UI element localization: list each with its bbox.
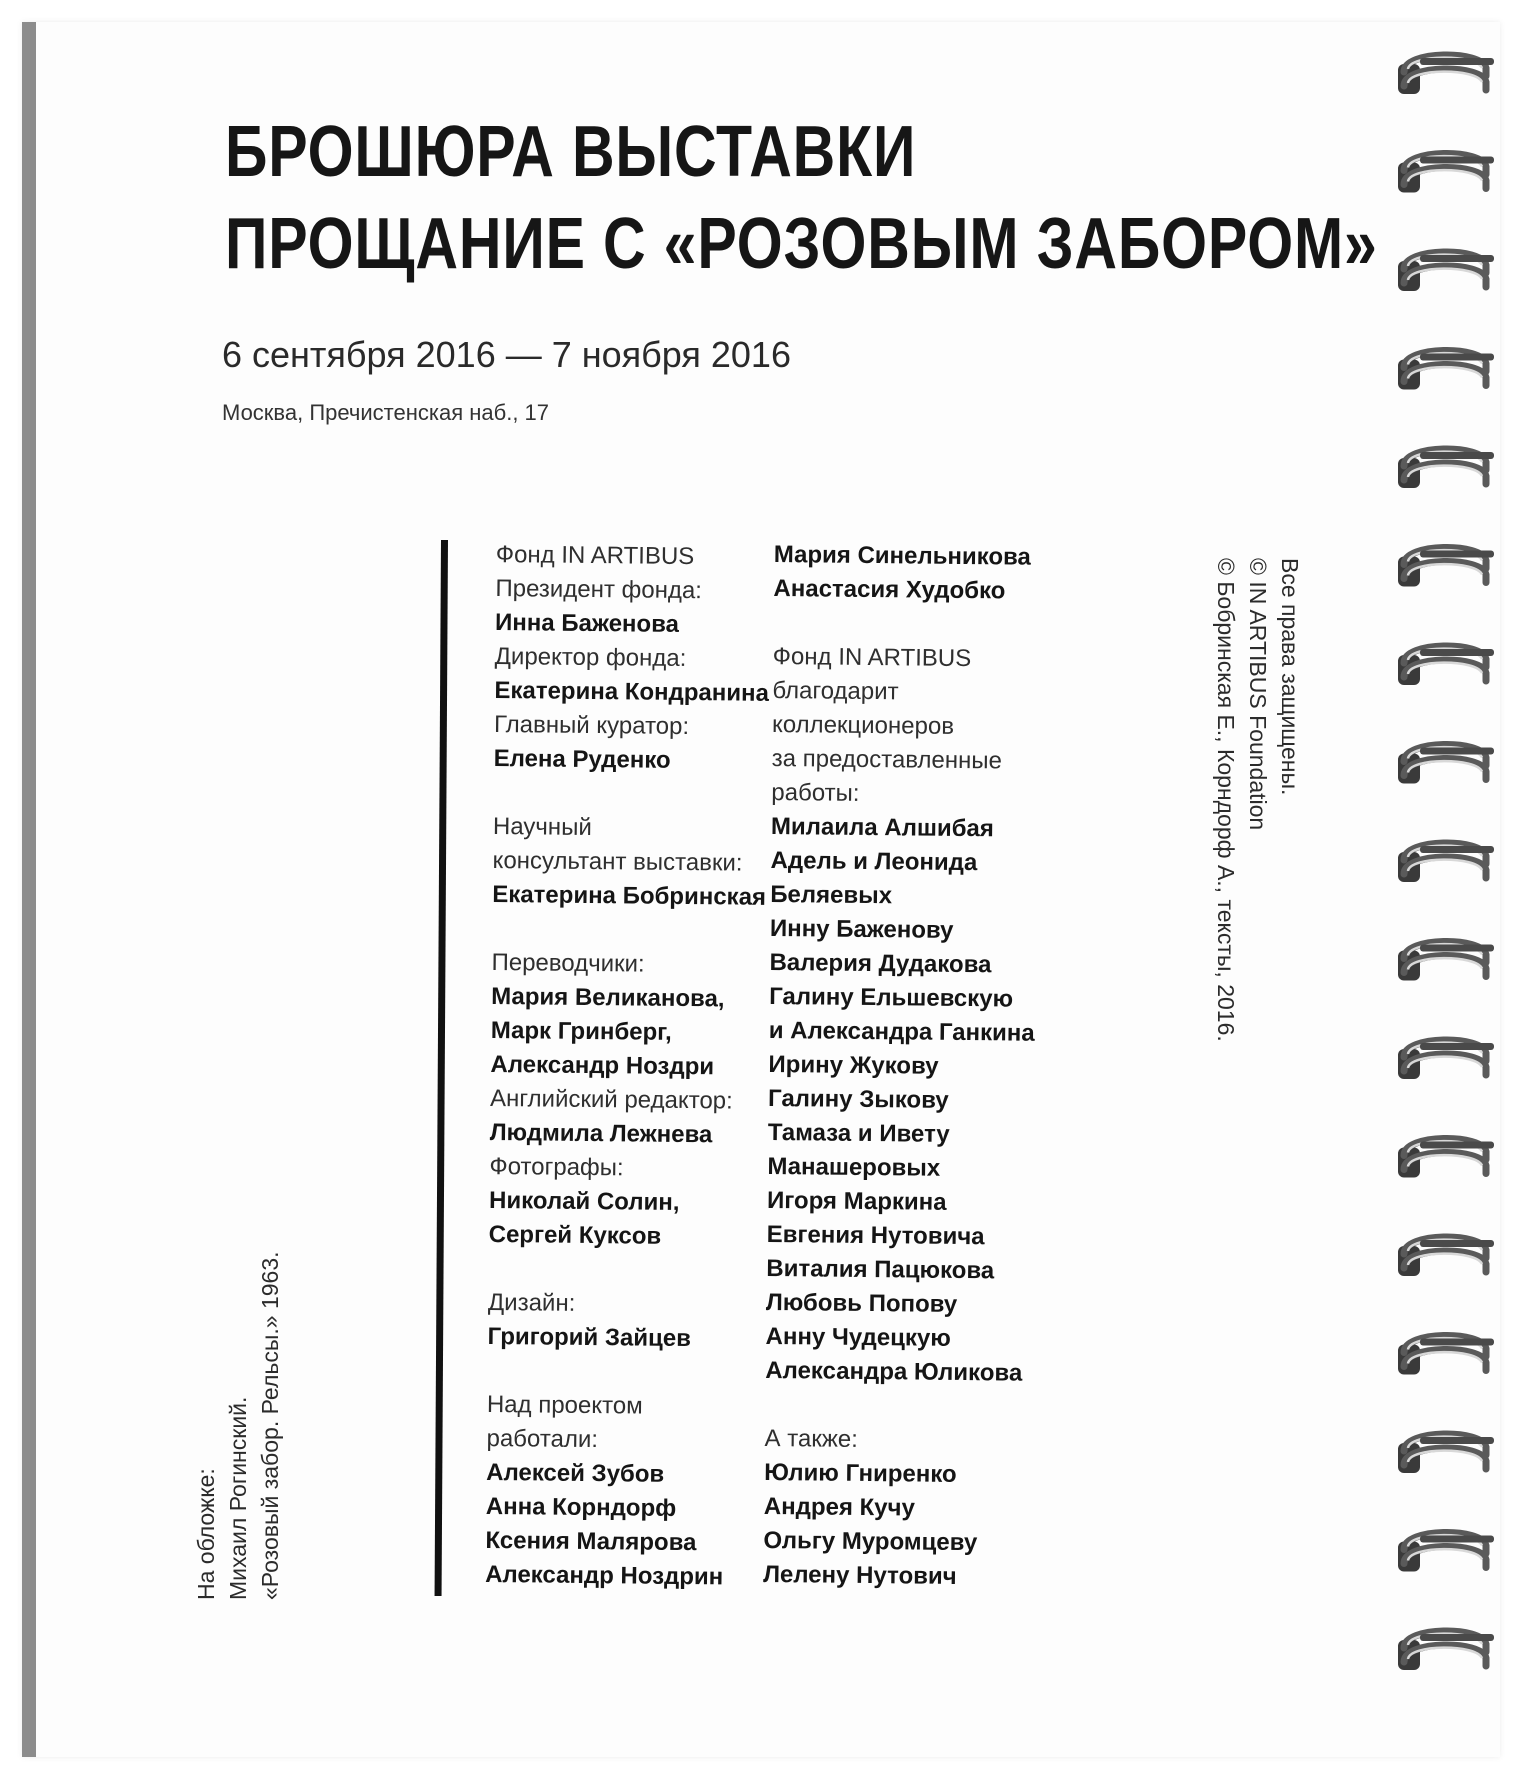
- credit-name: Ирину Жукову: [768, 1050, 939, 1080]
- credit-name: Галину Зыкову: [767, 1084, 949, 1114]
- credit-name: Игоря Маркина: [766, 1186, 947, 1216]
- spiral-ring: [1398, 1138, 1494, 1177]
- copyright-line: © Бобринская Е., Корндорф А., тексты, 2016.: [1213, 558, 1239, 1042]
- spiral-ring: [1398, 1237, 1494, 1276]
- credit-role: Президент фонда:: [495, 574, 703, 605]
- spiral-ring: [1398, 55, 1494, 94]
- exhibition-address: Москва, Пречистенская наб., 17: [222, 400, 550, 425]
- credit-role: Фотографы:: [489, 1152, 624, 1182]
- credit-name: Екатерина Бобринская: [492, 880, 767, 911]
- credit-name: Анна Корндорф: [485, 1492, 677, 1522]
- credit-name: Ольгу Муромцеву: [763, 1526, 978, 1557]
- credit-name: Инну Баженову: [769, 914, 954, 944]
- spacer: [492, 912, 767, 949]
- spacer: [773, 606, 1039, 643]
- credit-role: Научный: [492, 812, 592, 842]
- credit-name: Тамаза и Ивету: [767, 1118, 950, 1148]
- credit-name: Николай Солин,: [488, 1186, 680, 1216]
- credit-name: Виталия Пацюкова: [766, 1254, 995, 1285]
- spiral-ring: [1398, 350, 1494, 389]
- credit-name: и Александра Ганкина: [768, 1016, 1035, 1047]
- credit-name: Галину Ельшевскую: [769, 982, 1014, 1013]
- credit-role: работы:: [771, 778, 860, 807]
- credit-role: консультант выставки:: [492, 846, 743, 877]
- copyright-notice: [1210, 558, 1306, 1042]
- credit-name: Марк Гринберг,: [490, 1016, 672, 1046]
- spiral-ring: [1398, 153, 1494, 192]
- credit-name: Александр Ноздрин: [485, 1560, 724, 1591]
- credit-name: Инна Баженова: [494, 608, 680, 638]
- title-line-2: ПРОЩАНИЕ С «РОЗОВЫМ ЗАБОРОМ»: [225, 204, 1378, 284]
- credit-name: Лелену Нутович: [763, 1560, 957, 1590]
- credit-role: Дизайн:: [487, 1288, 576, 1317]
- credit-role: Над проектом: [486, 1390, 643, 1420]
- credit-role: Фонд IN ARTIBUS: [772, 642, 972, 673]
- spiral-ring: [1398, 646, 1494, 685]
- credit-name: Любовь Попову: [765, 1288, 958, 1318]
- page-title: [225, 106, 1378, 290]
- spiral-ring: [1398, 1532, 1494, 1571]
- credit-name: Манашеровых: [767, 1152, 941, 1182]
- credit-name: Александр Ноздри: [490, 1050, 715, 1081]
- cover-caption: [190, 1251, 286, 1600]
- credit-role: коллекционеров: [771, 710, 955, 740]
- title-line-1: БРОШЮРА ВЫСТАВКИ: [225, 112, 917, 192]
- spiral-ring: [1398, 1040, 1494, 1079]
- spiral-binding: [1390, 40, 1520, 1760]
- credit-role: Английский редактор:: [489, 1084, 733, 1115]
- credit-name: Григорий Зайцев: [487, 1322, 692, 1353]
- credit-name: Ксения Малярова: [485, 1526, 697, 1557]
- spacer: [493, 776, 768, 813]
- copyright-line: Все права защищены.: [1277, 558, 1303, 796]
- spiral-ring: [1398, 1335, 1494, 1374]
- credit-name: Адель и Леонида: [770, 846, 978, 877]
- credit-name: Александра Юликова: [765, 1356, 1023, 1387]
- credit-name: Валерия Дудакова: [769, 948, 992, 979]
- credit-name: Евгения Нутовича: [766, 1220, 985, 1251]
- cover-caption-line: Михаил Рогинский.: [225, 1396, 251, 1600]
- credit-name: Екатерина Кондранина: [494, 676, 770, 707]
- credit-name: Мария Великанова,: [491, 982, 725, 1013]
- credit-name: Анну Чудецкую: [765, 1322, 951, 1352]
- cover-caption-line: «Розовый забор. Рельсы.» 1963.: [257, 1251, 283, 1600]
- credit-name: Елена Руденко: [493, 744, 671, 774]
- credit-name: Сергей Куксов: [488, 1220, 662, 1250]
- spiral-ring: [1398, 843, 1494, 882]
- credit-name: Юлию Гниренко: [764, 1458, 957, 1488]
- credit-role: Директор фонда:: [494, 642, 687, 672]
- spacer: [488, 1252, 763, 1289]
- credit-role: А также:: [764, 1424, 859, 1453]
- credit-role: Главный куратор:: [493, 710, 690, 741]
- credit-role: Фонд IN ARTIBUS: [495, 540, 695, 571]
- cover-caption-line: На обложке:: [193, 1468, 219, 1600]
- credit-name: Милаила Алшибая: [770, 812, 994, 843]
- exhibition-dates: 6 сентября 2016 — 7 ноября 2016: [222, 334, 791, 375]
- credit-name: Андрея Кучу: [763, 1492, 916, 1522]
- credits-right-column: [763, 538, 1040, 1595]
- credit-role: за предоставленные: [771, 744, 1003, 775]
- spiral-ring: [1398, 1434, 1494, 1473]
- credit-name: Людмила Лежнева: [489, 1118, 713, 1149]
- credit-name: Беляевых: [770, 880, 893, 910]
- spiral-ring: [1398, 941, 1494, 980]
- spacer: [765, 1388, 1031, 1425]
- spiral-ring: [1398, 1631, 1494, 1670]
- credit-role: благодарит: [772, 676, 899, 706]
- spiral-ring: [1398, 449, 1494, 488]
- spacer: [487, 1354, 762, 1391]
- credit-name: Анастасия Худобко: [773, 574, 1006, 605]
- credit-role: Переводчики:: [491, 948, 645, 978]
- spiral-ring: [1398, 744, 1494, 783]
- spiral-ring: [1398, 547, 1494, 586]
- credit-name: Мария Синельникова: [773, 540, 1032, 571]
- copyright-line: © IN ARTIBUS Foundation: [1245, 558, 1271, 831]
- credit-role: работали:: [486, 1424, 599, 1454]
- credits-left-column: [485, 538, 771, 1595]
- spiral-ring: [1398, 252, 1494, 291]
- credit-name: Алексей Зубов: [486, 1458, 665, 1488]
